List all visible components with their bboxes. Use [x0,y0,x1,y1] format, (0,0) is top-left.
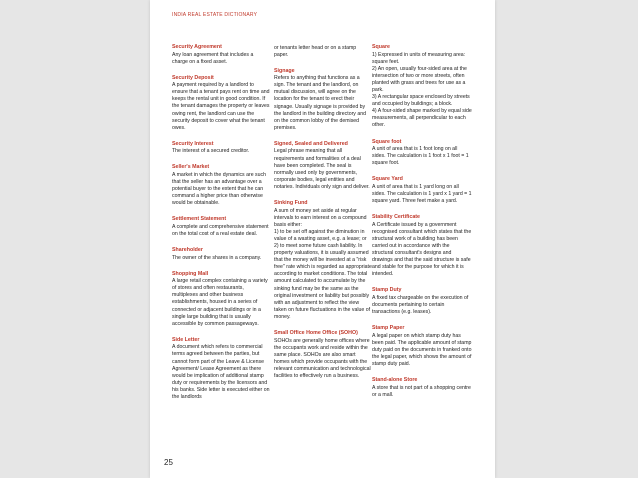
entry-definition: The interest of a secured creditor. [172,148,250,155]
entry-term: Square Yard [372,176,403,183]
entry-definition: A unit of area that is 1 foot long on all sides. The calculation is 1 foot x 1 foot = 1 square foot. [372,146,469,167]
entry-term: Sinking Fund [274,200,308,206]
entry-term: Square foot [372,138,402,145]
entry-term: Seller's Market [172,164,210,171]
entry-term: Settlement Statement [172,216,227,223]
entry-term: Small Office Home Office (SOHO) [274,330,358,336]
entry-definition: The owner of the shares in a company. [172,254,262,261]
entry-definition: A payment required by a landlord to ensure that a tenant pays rent on time and keeps the rental unit in good condition. If the tenant damages the property or leaves owing rent, the landlord can use the security deposit to cover what the tenant owes. [172,82,270,131]
entry [372,176,472,205]
entry [372,139,472,168]
entry-term: Signed, Sealed and Delivered [274,140,348,147]
entry-term: Security Deposit [172,74,214,81]
entry [372,287,472,316]
entry [172,216,270,238]
page-number: 25 [164,458,173,467]
entry [172,44,270,66]
entry-definition: A sum of money set aside at regular intervals to earn interest on a compound basis either: 1) to be set off against the diminution in value of a wasting asset, e.g. a lease; or 2) to meet some future cash liability. In property valuations, it is usually assumed that the money will be invested at a "risk free" rate which is regarded as appropriate according to market conditions. The total amount calculated to accumulate by the sinking fund may be the same as the original investment or liability but possibly with an adjustment to reflect the view taken on future fluctuations in the value of money. [274,207,372,320]
column-1 [172,44,270,410]
entry [172,164,270,207]
dictionary-page [150,0,495,478]
entry-term: Square [372,44,390,50]
entry [172,337,270,401]
entry [372,214,472,278]
entry-term: Stamp Duty [372,287,402,294]
entry-definition: A fixed tax chargeable on the execution of documents pertaining to certain transactions (e.g. leases). [372,294,469,316]
entry-definition: Refers to anything that functions as a sign. The tenant and the landlord, on mutual discussion, will agree on the location for the tenant to erect their signage. Usually signage is provided by the landlord in the building directory and on the common lobby of the demised premises. [274,75,366,131]
entry-term: Stability Certificate [372,214,420,221]
entry-definition: or tenants letter head or on a stamp paper. [274,44,357,58]
entry-definition: A Certificate issued by a government recognised consultant which states that the structural work of a building has been carried out in accordance with the structural consultant's designs and drawings and that the said structure is safe and stable for the purpose for which it is intended. [372,221,472,278]
entry [172,75,270,132]
running-header: INDIA REAL ESTATE DICTIONARY [172,12,258,18]
entry-term: Security Interest [172,140,214,147]
column-3 [372,44,472,408]
entry-term: Stand-alone Store [372,377,418,384]
entry-definition: A unit of area that is 1 yard long on all sides. The calculation is 1 yard x 1 yard = 1 square yard. Three feet make a yard. [372,183,472,204]
entry-definition: A store that is not part of a shopping centre or a mall. [372,384,471,398]
entry [274,200,372,321]
entry-term: Security Agreement [172,44,222,50]
entry [172,271,270,328]
entry-term: Side Letter [172,336,200,343]
column-2 [274,44,372,389]
entry [274,45,372,59]
entry-term: Signage [274,67,295,74]
entry [372,325,472,368]
entry-definition: A document which refers to commercial terms agreed between the parties, but cannot form part of the Leave & License Agreement/ Lease Agreement as there would be implication of additional stamp duty or requirements by the licensors and his banks. Side letter is executed either on the landlords [172,344,270,400]
entry-term: Shareholder [172,247,203,254]
entry-definition: A market in which the dynamics are such that the seller has an advantage over a potential buyer to the extent that he can command a higher price than otherwise would be obtainable. [172,171,266,207]
entry-definition: A large retail complex containing a variety of stores and often restaurants, multiplexes and other business establishments, housed in a series of connected or adjacent buildings or in a single large building that is usually accessible by common passageways. [172,278,268,327]
entry-definition: Legal phrase meaning that all requirements and formalities of a deal have been completed. The seal is normally used only by governments, corporate bodies, legal entities and notaries. Individuals only sign and deliver. [274,148,370,190]
entry [372,377,472,399]
entry [372,44,472,130]
entry [274,68,372,132]
entry [274,330,372,380]
entry-definition: A complete and comprehensive statement on the total cost of a real estate deal. [172,223,269,237]
entry-definition: Any loan agreement that includes a charge on a fixed asset. [172,51,254,65]
entry [172,247,270,262]
entry [172,141,270,156]
entry-term: Stamp Paper [372,325,405,332]
entry-definition: A legal paper on which stamp duty has been paid. The applicable amount of stamp duty paid on the documents in franked onto the legal paper, which shows the amount of stamp duty paid. [372,332,472,367]
entry-definition: 1) Expressed in units of measuring area: square feet. 2) An open, usually four-sided area at the intersection of two or more streets, often planted with grass and trees for use as a park. 3) A rectangular space enclosed by streets and occupied by buildings; a block. 4) A four-sided shape marked by equal side measurements, all perpendicular to each other. [372,51,472,129]
entry-term: Shopping Mall [172,270,209,277]
entry [274,141,372,191]
entry-definition: SOHOs are generally home offices where the occupants work and reside within the same place. SOHOs are also smart homes which provide occupants with the relevant communication and technological facilities to effectively run a business. [274,337,371,379]
